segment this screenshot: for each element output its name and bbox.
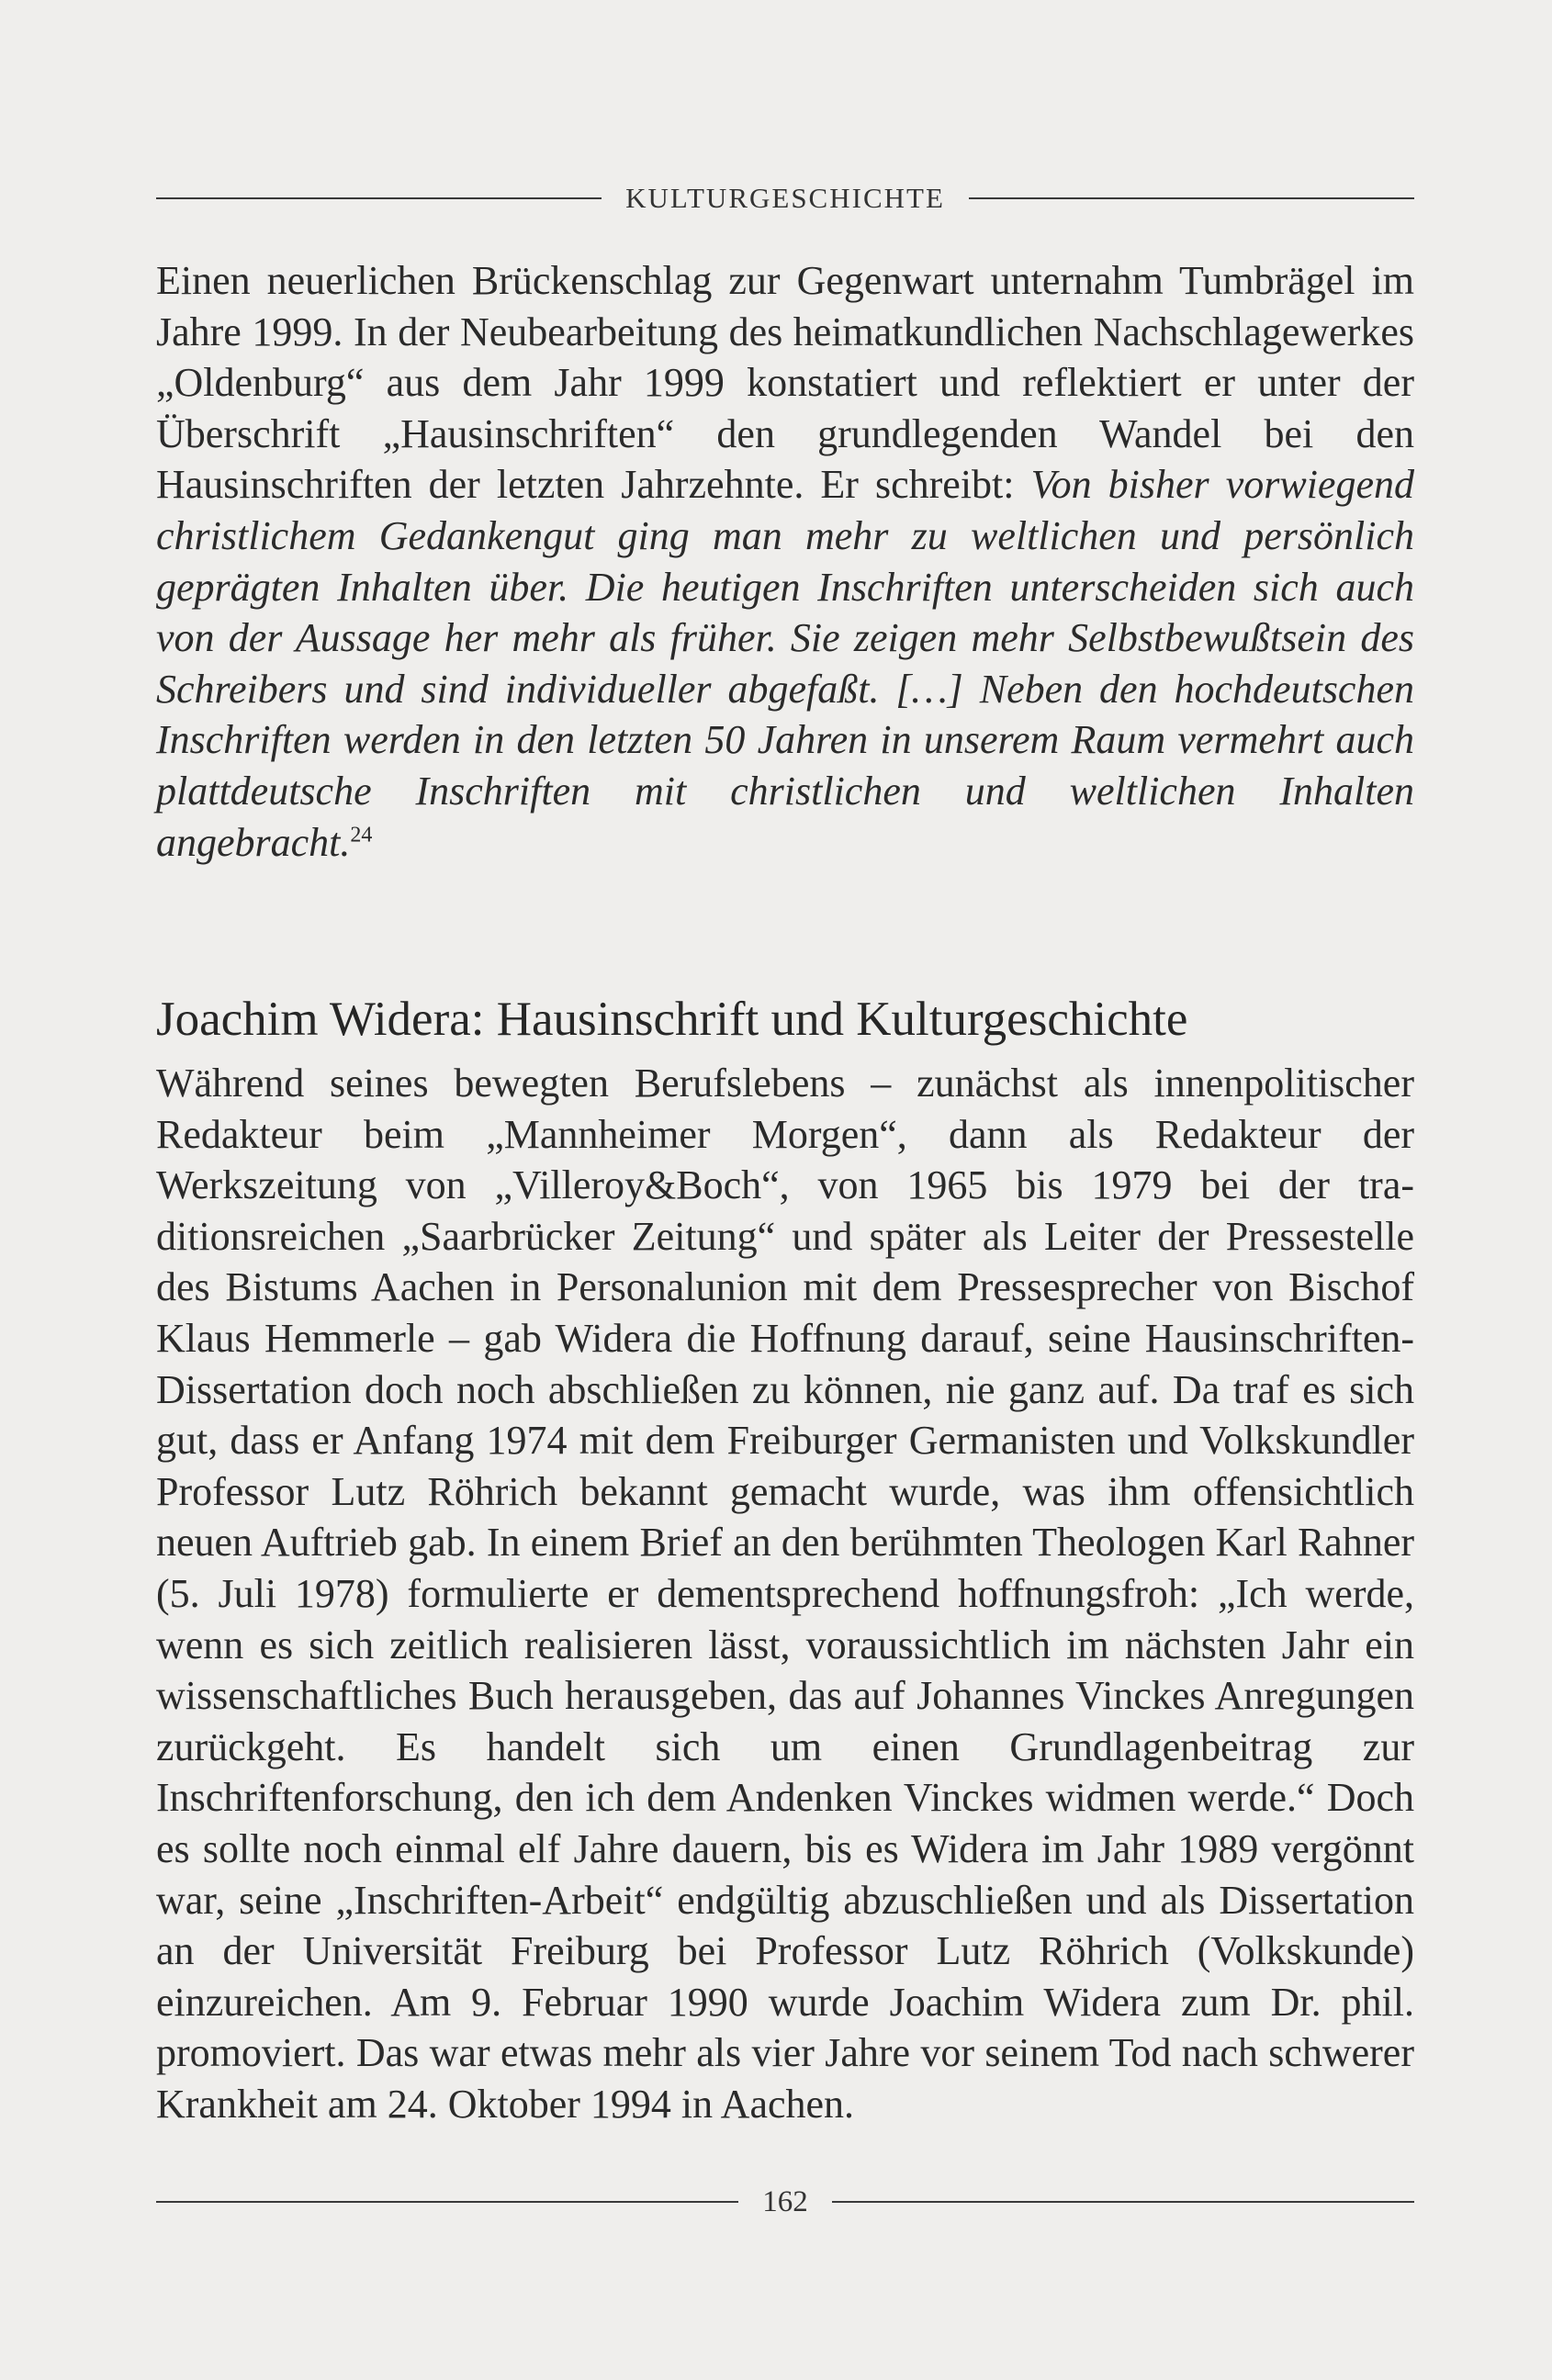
header-rule-left	[156, 197, 602, 199]
intro-text: Einen neuerlichen Brückenschlag zur Gegenwart unternahm Tumbrägel im Jahre 1999. In der Neubearbeitung des heimatkundlichen Nachschlagewerkes „Oldenburg“ aus dem Jahr 1999 konstatiert und reflektiert er unter der Überschrift „Hausinschriften“ den grundlegenden Wandel bei den Hausinschriften der letzten Jahrzehnte. Er schreibt:	[156, 258, 1414, 508]
section-heading: Joachim Widera: Hausinschrift und Kulturgeschichte	[156, 993, 1188, 1046]
section-paragraph: Während seines bewegten Berufslebens – zunächst als innenpolitischer Redakteur beim „Mannheimer Morgen“, dann als Redakteur der Werkszeitung von „Villeroy&Boch“, von 1965 bis 1979 bei der traditionsreichen „Saarbrücker Zeitung“ und später als Leiter der Pressestelle des Bistums Aachen in Personalunion mit dem Pressesprecher von Bischof Klaus Hemmerle – gab Widera die Hoffnung darauf, seine Hausinschriften-Dissertation doch noch abschließen zu können, nie ganz auf. Da traf es sich gut, dass er Anfang 1974 mit dem Freiburger Germanisten und Volkskundler Professor Lutz Röhrich bekannt gemacht wurde, was ihm offensichtlich neuen Auftrieb gab. In einem Brief an den berühmten Theologen Karl Rahner (5. Juli 1978) formulierte er dementsprechend hoffnungsfroh: „Ich werde, wenn es sich zeitlich realisieren lässt, voraussichtlich im nächsten Jahr ein wissenschaftliches Buch herausgeben, das auf Johannes Vinckes Anregungen zurückgeht. Es handelt sich um einen Grundlagenbeitrag zur Inschriftenforschung, den ich dem Andenken Vinckes widmen werde.“ Doch es sollte noch einmal elf Jahre dauern, bis es Widera im Jahr 1989 vergönnt war, seine „Inschriften-Arbeit“ endgültig abzuschließen und als Dissertation an der Universität Freiburg bei Professor Lutz Röhrich (Volkskunde) einzureichen. Am 9. Februar 1990 wurde Joachim Widera zum Dr. phil. promoviert. Das war etwas mehr als vier Jahre vor seinem Tod nach schwerer Krankheit am 24. Oktober 1994 in Aachen.	[156, 1061, 1414, 2127]
page-number: 162	[762, 2184, 808, 2218]
running-header-title: KULTURGESCHICHTE	[625, 182, 945, 214]
footnote-marker: 24	[350, 822, 373, 847]
page-footer	[156, 2184, 1414, 2220]
header-rule-right	[969, 197, 1414, 199]
running-header	[156, 180, 1414, 217]
footer-rule-left	[156, 2201, 738, 2203]
intro-quote: Von bisher vorwiegend christlichem Gedankengut ging man mehr zu weltlichen und persönlich geprägten Inhalten über. Die heutigen Inschriften unterscheiden sich auch von der Aussage her mehr als früher. Sie zeigen mehr Selbstbewußtsein des Schreibers und sind individueller abgefaßt. […] Neben den hochdeutschen Inschriften werden in den letzten 50 Jahren in unserem Raum vermehrt auch plattdeutsche Inschriften mit christlichen und weltlichen Inhalten angebracht.	[156, 462, 1414, 865]
intro-paragraph	[156, 255, 1414, 868]
footer-rule-right	[832, 2201, 1414, 2203]
